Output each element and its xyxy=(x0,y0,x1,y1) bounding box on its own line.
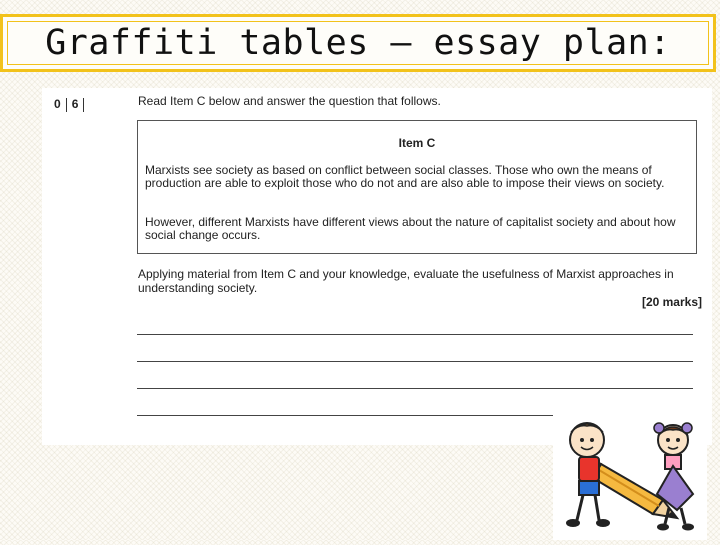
essay-question-text: Applying material from Item C and your knowledge, evaluate the usefulness of Marxist approaches in understanding society. xyxy=(138,267,674,295)
marks-label: [20 marks] xyxy=(641,295,702,309)
children-pencil-illustration xyxy=(553,402,707,540)
answer-line xyxy=(137,361,693,362)
question-number-digit-1: 0 xyxy=(54,97,61,111)
slide-title-bar xyxy=(0,14,716,72)
children-carrying-pencil-clipart xyxy=(553,402,707,540)
answer-line xyxy=(137,388,693,389)
essay-question xyxy=(138,267,703,295)
slide-title: Graffiti tables – essay plan: xyxy=(45,23,671,63)
item-title: Item C xyxy=(398,136,436,150)
item-c-box xyxy=(137,120,697,254)
item-paragraph-1: Marxists see society as based on conflict between social classes. Those who own the means of production are able to exploit those who do not and are also able to impose their views on society. xyxy=(145,163,665,190)
question-instruction: Read Item C below and answer the question that follows. xyxy=(138,94,441,108)
question-number-separator xyxy=(66,98,67,112)
answer-line xyxy=(137,334,693,335)
exam-question-document xyxy=(42,88,712,445)
question-number-separator xyxy=(83,98,84,112)
item-paragraph-2: However, different Marxists have different views about the nature of capitalist society and about how social change occurs. xyxy=(145,215,676,242)
question-number-digit-2: 6 xyxy=(71,97,79,111)
question-number xyxy=(54,97,89,112)
